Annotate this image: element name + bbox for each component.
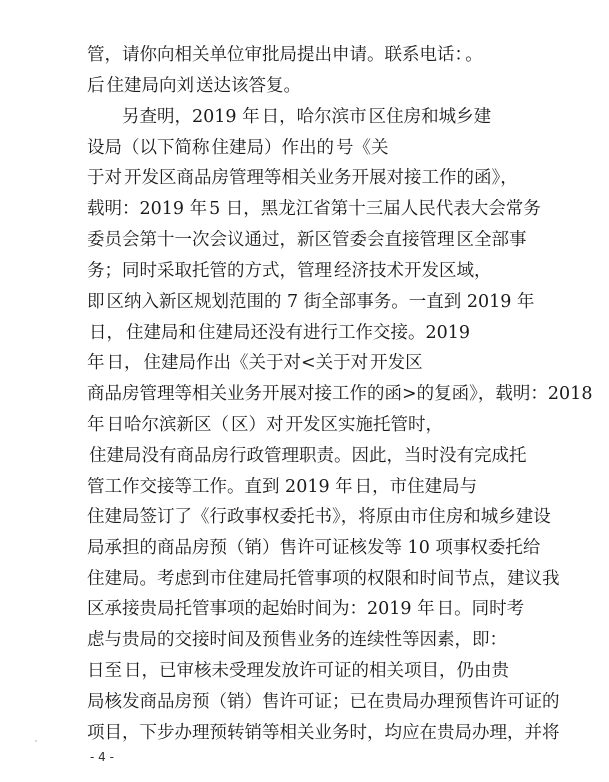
line-7-text-b: 区全部事	[456, 230, 527, 250]
line-21-text-a: 日至	[87, 661, 122, 681]
line-14-text-a: 住建局没有商品房行政管理职责。因此，当时没有完成托	[89, 446, 527, 466]
text-line-15	[87, 475, 609, 500]
line-1-text-b: 。	[465, 45, 483, 65]
line-3-text-c: 区住房和城乡建	[368, 107, 492, 127]
line-13-text-a: 年	[87, 415, 105, 435]
line-5-text-a: 于对	[87, 168, 122, 188]
line-21-text-b: 日，已审核未受理发放许可证的相关项目，仍由贵	[124, 661, 509, 681]
line-13-text-c: 区）对	[231, 415, 284, 435]
line-8-text-a: 务；同时采取托管的方式，管理	[87, 261, 332, 281]
text-line-5	[87, 166, 609, 191]
text-line-23	[87, 721, 609, 745]
line-11-text-c: 住建局作出《关于对<关于对	[143, 353, 369, 373]
line-4-text-b: 住建局）作出的	[211, 138, 334, 158]
line-15-text-a: 管工作交接等工作。直到 2019 年	[87, 477, 353, 497]
line-13-text-d: 开发区实施托管时，	[285, 415, 443, 435]
page-number: - 4 -	[90, 750, 114, 764]
text-line-17	[87, 536, 609, 561]
line-8-text-b: 经济技术开发区域，	[334, 261, 492, 281]
line-4-text-c: 号《关	[336, 138, 389, 158]
line-4-text-a: 设局（以下简称	[87, 138, 210, 158]
line-6-text-b: 5 日，黑龙江省第十三届人民代表大会常务	[209, 199, 541, 219]
line-9-text-a: 即	[87, 292, 105, 312]
text-line-2	[87, 74, 609, 99]
text-line-7	[87, 228, 609, 253]
line-1-text-a: 管，请你向相关单位审批局提出申请。联系电话：	[87, 45, 464, 65]
text-line-11	[87, 351, 609, 376]
text-line-18	[87, 567, 609, 591]
line-18-text-a: 住建局。考虑到市住建局托管事项的权限和时间节点，建议我	[87, 569, 560, 589]
text-line-6	[87, 197, 609, 222]
line-10-text-b: 住建局和	[126, 323, 196, 343]
text-line-22	[87, 690, 609, 714]
scan-speck	[35, 740, 37, 742]
line-17-text-a: 局承担的商品房预（销）售许可证核发等 10 项事权委托给	[87, 538, 541, 558]
text-line-10	[87, 321, 609, 346]
line-11-text-d: 开发区	[370, 353, 423, 373]
line-19-text-b: 日。同时考	[436, 599, 525, 619]
line-11-text-a: 年	[87, 353, 105, 373]
text-line-9	[87, 290, 609, 315]
line-10-text-a: 日，	[89, 323, 124, 343]
line-11-text-b: 日，	[106, 353, 142, 373]
line-3-text-a: 另查明，2019 年	[122, 107, 260, 127]
line-6-text-a: 载明：2019 年	[87, 199, 208, 219]
line-23-text-a: 项目，下步办理预转销等相关业务时，均应在贵局办理，并将	[87, 723, 560, 743]
text-line-21	[87, 659, 609, 684]
line-20-text-a: 虑与贵局的交接时间及预售业务的连续性等因素，即：	[87, 630, 507, 650]
text-line-4	[87, 136, 609, 161]
document-page	[0, 30, 609, 782]
line-9-text-b: 区纳入新区规划范围的 7 街全部事务。一直到 2019 年	[106, 292, 535, 312]
text-line-12	[87, 382, 609, 406]
line-22-text-a: 局核发商品房预（销）售许可证；已在贵局办理预售许可证的	[87, 692, 560, 712]
line-2-text-c: 送达该答复。	[196, 76, 301, 96]
line-2-text-b: 住建局向刘	[106, 76, 194, 96]
line-19-text-a: 区承接贵局托管事项的起始时间为：2019 年	[87, 599, 435, 619]
line-2-text-a: 后	[87, 76, 105, 96]
text-line-16	[87, 505, 609, 529]
text-line-20	[87, 628, 609, 653]
line-13-text-b: 日哈尔滨新区（	[106, 415, 229, 435]
line-12-text-a: 商品房管理等相关业务开展对接工作的函>的复函》，载明：2018	[87, 384, 593, 404]
line-7-text-a: 委员会第十一次会议通过，新区管委会直接管理	[87, 230, 455, 250]
line-5-text-b: 开发区商品房管理等相关业务开展对接工作的函》，	[124, 168, 518, 188]
text-line-13	[87, 413, 609, 438]
text-line-1	[87, 43, 609, 68]
text-line-3	[122, 105, 609, 130]
line-10-text-c: 住建局还没有进行工作交接。2019	[198, 323, 471, 343]
text-line-14	[87, 444, 609, 469]
text-line-8	[87, 259, 609, 284]
line-3-text-b: 日，哈尔滨市	[261, 107, 367, 127]
line-15-text-b: 日，市住建局与	[354, 477, 478, 497]
line-16-text-a: 住建局签订了《行政事权委托书》，将原由市住房和城乡建设	[87, 507, 551, 527]
text-line-19	[87, 597, 609, 622]
